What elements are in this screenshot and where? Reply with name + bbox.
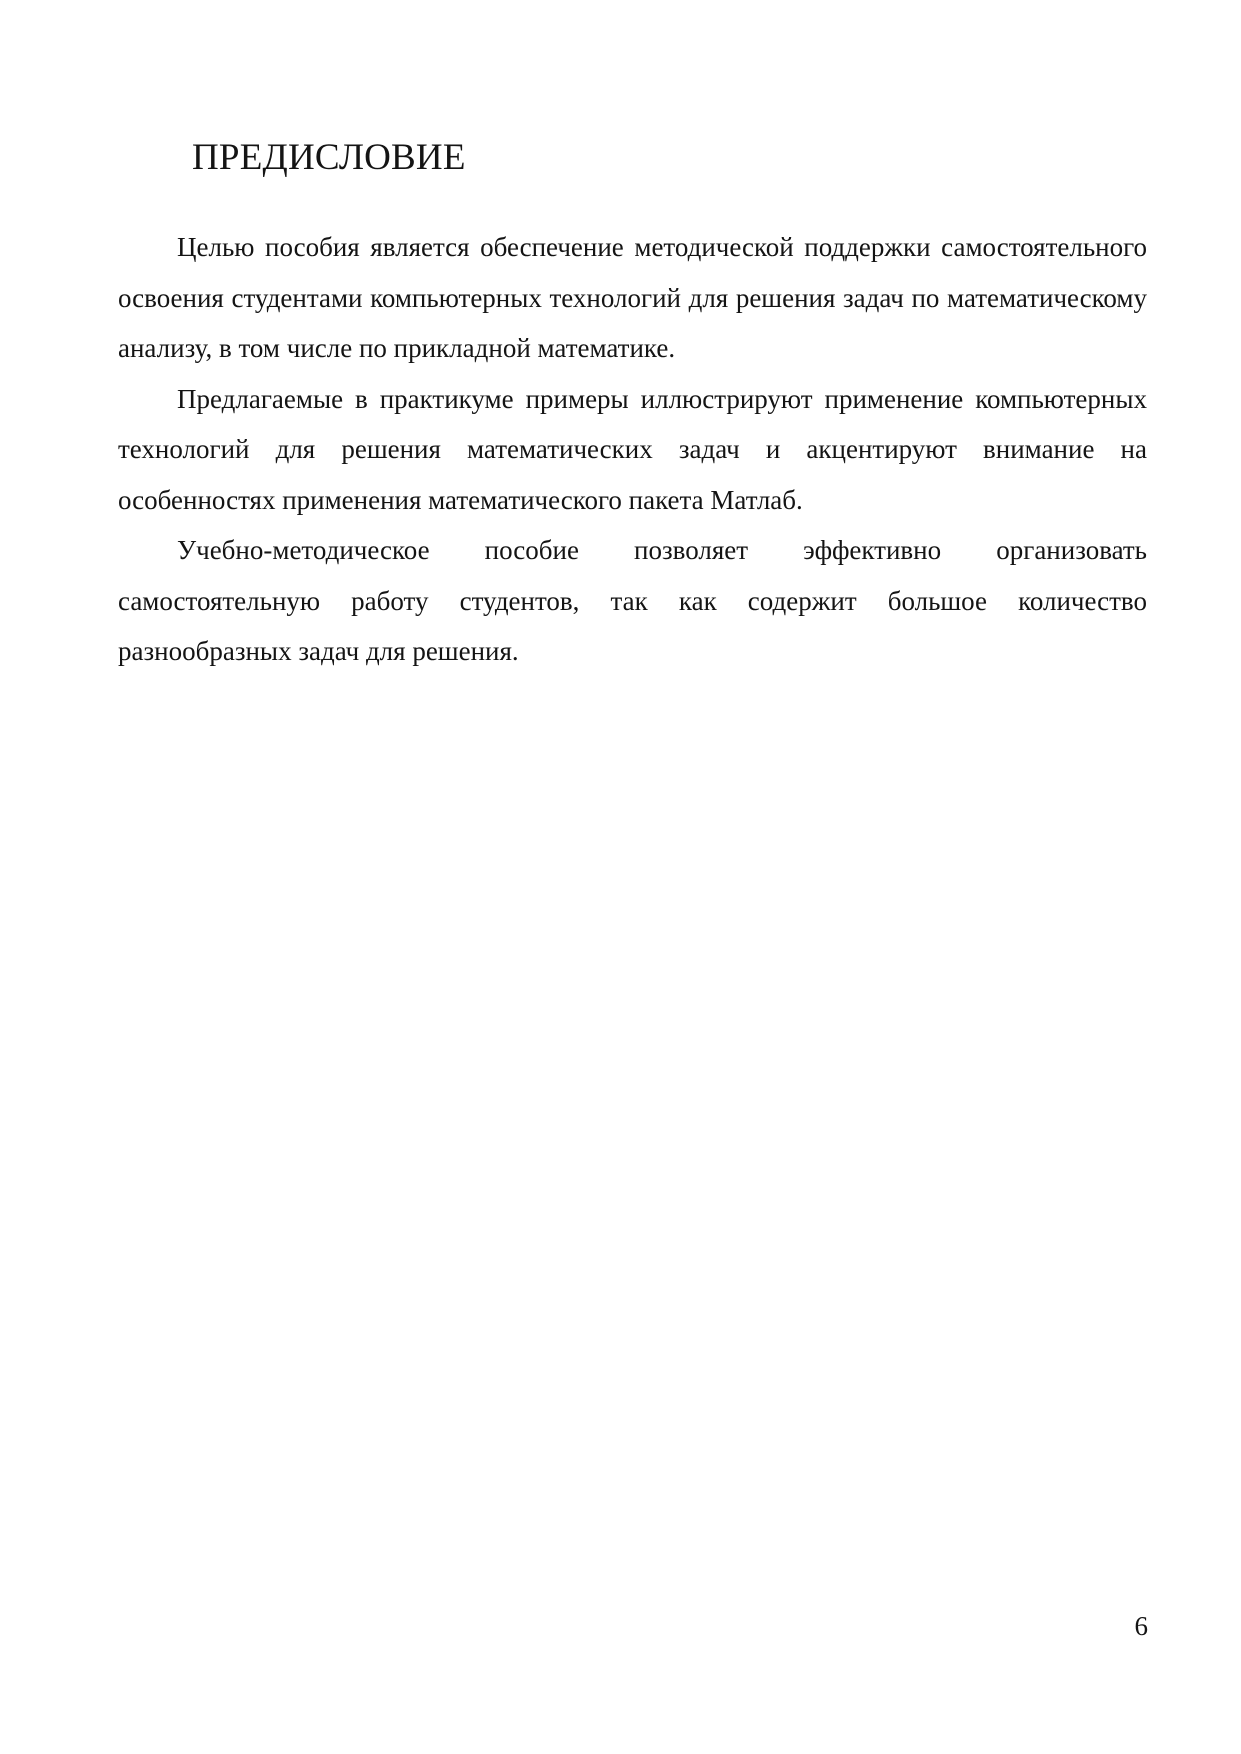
page-title: ПРЕДИСЛОВИЕ (192, 137, 466, 178)
paragraph-organization: Учебно-методическое пособие позволяет эффективно организовать самостоятельную работу студентов, так как содержит большое количество разнообразных задач для решения. (118, 535, 1147, 666)
preface-body (118, 222, 1147, 677)
paragraph-purpose: Целью пособия является обеспечение методической поддержки самостоятельного освоения студентами компьютерных технологий для решения задач по математическому анализу, в том числе по прикладной математике. (118, 232, 1147, 363)
paragraph-examples: Предлагаемые в практикуме примеры иллюстрируют применение компьютерных технологий для решения математических задач и акцентируют внимание на особенностях применения математического пакета Матлаб. (118, 383, 1147, 515)
page-number: 6 (1134, 1611, 1148, 1641)
